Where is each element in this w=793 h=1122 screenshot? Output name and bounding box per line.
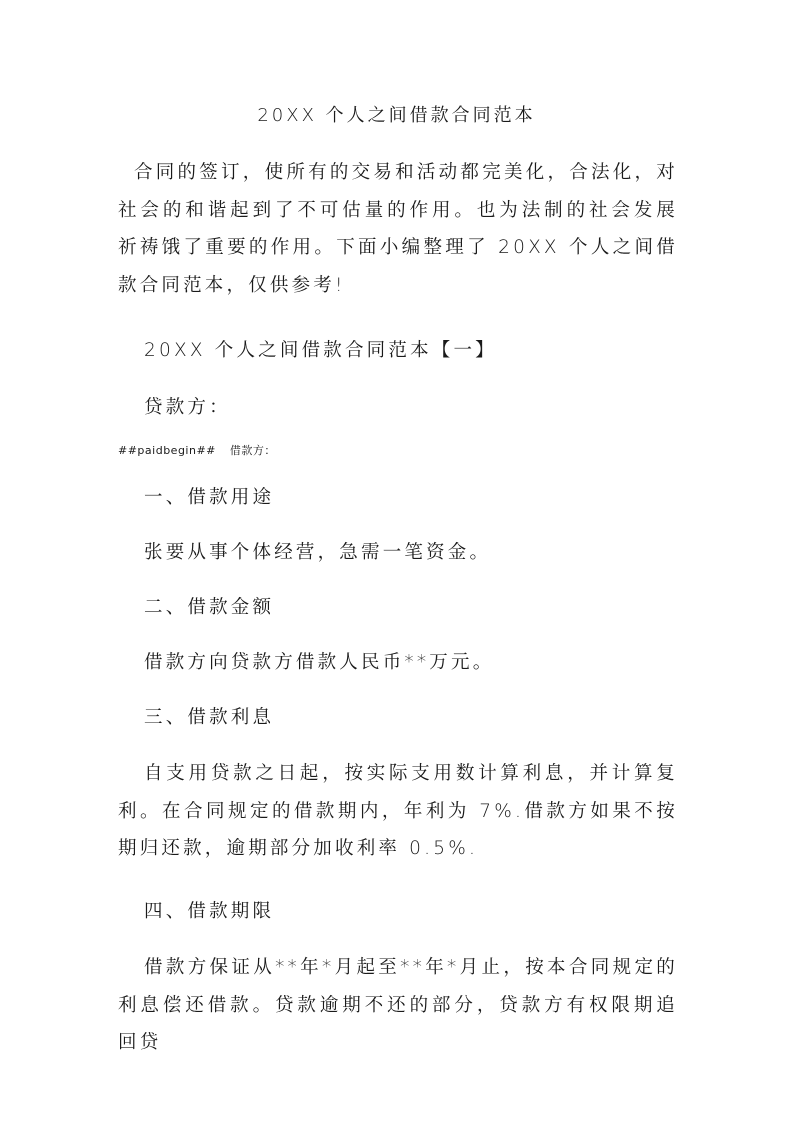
paid-marker-line [118, 443, 276, 459]
intro-paragraph: 合同的签订，使所有的交易和活动都完美化，合法化，对社会的和谐起到了不可估量的作用。也为法制的社会发展祈祷饿了重要的作用。下面小编整理了 20XX 个人之间借款合同范本，仅供参考! [118, 162, 678, 296]
clause-4-heading: 四、借款期限 [144, 901, 275, 922]
clause-2-body: 借款方向贷款方借款人民币**万元。 [144, 652, 495, 673]
document-title: 20XX 个人之间借款合同范本 [257, 105, 536, 126]
clause-2-heading: 二、借款金额 [144, 597, 275, 618]
clause-1-heading: 一、借款用途 [144, 487, 275, 508]
paid-marker: ##paidbegin## [118, 444, 216, 457]
clause-3-body: 自支用贷款之日起，按实际支用数计算利息，并计算复利。在合同规定的借款期内，年利为 7%.借款方如果不按期归还款，逾期部分加收利率 0.5%. [118, 763, 678, 859]
borrower-label: 借款方： [229, 444, 276, 457]
clause-3-heading: 三、借款利息 [144, 707, 275, 728]
section-title: 20XX 个人之间借款合同范本【一】 [144, 340, 497, 361]
clause-1-body: 张要从事个体经营，急需一笔资金。 [144, 542, 492, 563]
lender-label: 贷款方： [144, 397, 231, 418]
clause-4-body: 借款方保证从**年*月起至**年*月止，按本合同规定的利息偿还借款。贷款逾期不还的部分，贷款方有权限期追回贷 [118, 957, 678, 1053]
